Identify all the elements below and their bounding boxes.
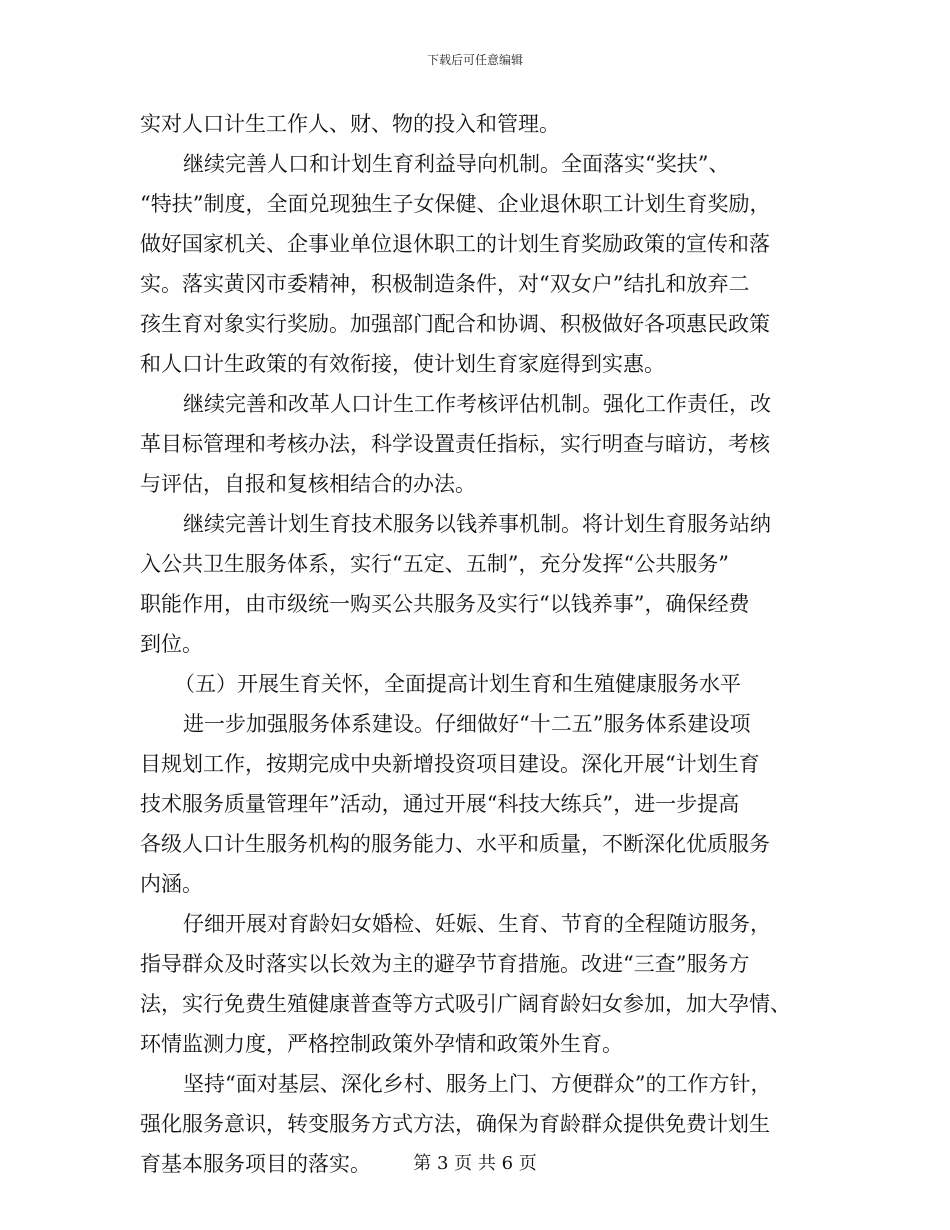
- text-line: 内涵。: [140, 872, 203, 896]
- text-line: 孩生育对象实行奖励。加强部门配合和协调、积极做好各项惠民政策: [140, 312, 770, 336]
- paragraph-first-line: 继续完善人口和计划生育利益导向机制。全面落实“奖扶”、: [183, 152, 730, 176]
- text-line: 和人口计生政策的有效衔接，使计划生育家庭得到实惠。: [140, 352, 665, 376]
- text-line: 实。落实黄冈市委精神，积极制造条件，对“双女户”结扎和放弃二: [140, 272, 750, 296]
- section-heading: （五）开展生育关怀，全面提高计划生育和生殖健康服务水平: [174, 672, 741, 696]
- text-line: 育基本服务项目的落实。: [140, 1152, 371, 1176]
- text-line: 指导群众及时落实以长效为主的避孕节育措施。改进“三查”服务方: [140, 952, 750, 976]
- paragraph-first-line: 继续完善计划生育技术服务以钱养事机制。将计划生育服务站纳: [183, 512, 771, 536]
- text-line: 法，实行免费生殖健康普查等方式吸引广阔育龄妇女参加，加大孕情、: [140, 992, 791, 1016]
- text-line: “特扶”制度，全面兑现独生子女保健、企业退休职工计划生育奖励，: [140, 192, 771, 216]
- text-line: 职能作用，由市级统一购买公共服务及实行“以钱养事”，确保经费: [140, 592, 750, 616]
- text-line: 强化服务意识，转变服务方式方法，确保为育龄群众提供免费计划生: [140, 1112, 770, 1136]
- text-line: 与评估，自报和复核相结合的办法。: [140, 472, 476, 496]
- text-line: 做好国家机关、企事业单位退休职工的计划生育奖励政策的宣传和落: [140, 232, 770, 256]
- text-line: 目规划工作，按期完成中央新增投资项目建设。深化开展“计划生育: [140, 752, 760, 776]
- body-text: [140, 104, 808, 1184]
- text-line: 到位。: [140, 632, 203, 656]
- text-line: 革目标管理和考核办法，科学设置责任指标，实行明查与暗访，考核: [140, 432, 770, 456]
- paragraph-first-line: 继续完善和改革人口计生工作考核评估机制。强化工作责任，改: [183, 392, 771, 416]
- text-line: 各级人口计生服务机构的服务能力、水平和质量，不断深化优质服务: [140, 832, 770, 856]
- paragraph-first-line: 坚持“面对基层、深化乡村、服务上门、方便群众”的工作方针，: [183, 1072, 772, 1096]
- paragraph-first-line: 进一步加强服务体系建设。仔细做好“十二五”服务体系建设项: [183, 712, 751, 736]
- text-line: 入公共卫生服务体系，实行“五定、五制”，充分发挥“公共服务”: [140, 552, 729, 576]
- page-number: 第 3 页 共 6 页: [413, 1153, 537, 1174]
- paragraph-first-line: 仔细开展对育龄妇女婚检、妊娠、生育、节育的全程随访服务，: [183, 912, 771, 936]
- text-line: 实对人口计生工作人、财、物的投入和管理。: [140, 112, 560, 136]
- text-line: 技术服务质量管理年”活动，通过开展“科技大练兵”，进一步提高: [140, 792, 740, 816]
- text-line: 环情监测力度，严格控制政策外孕情和政策外生育。: [140, 1032, 623, 1056]
- page-header: 下载后可任意编辑: [426, 53, 523, 67]
